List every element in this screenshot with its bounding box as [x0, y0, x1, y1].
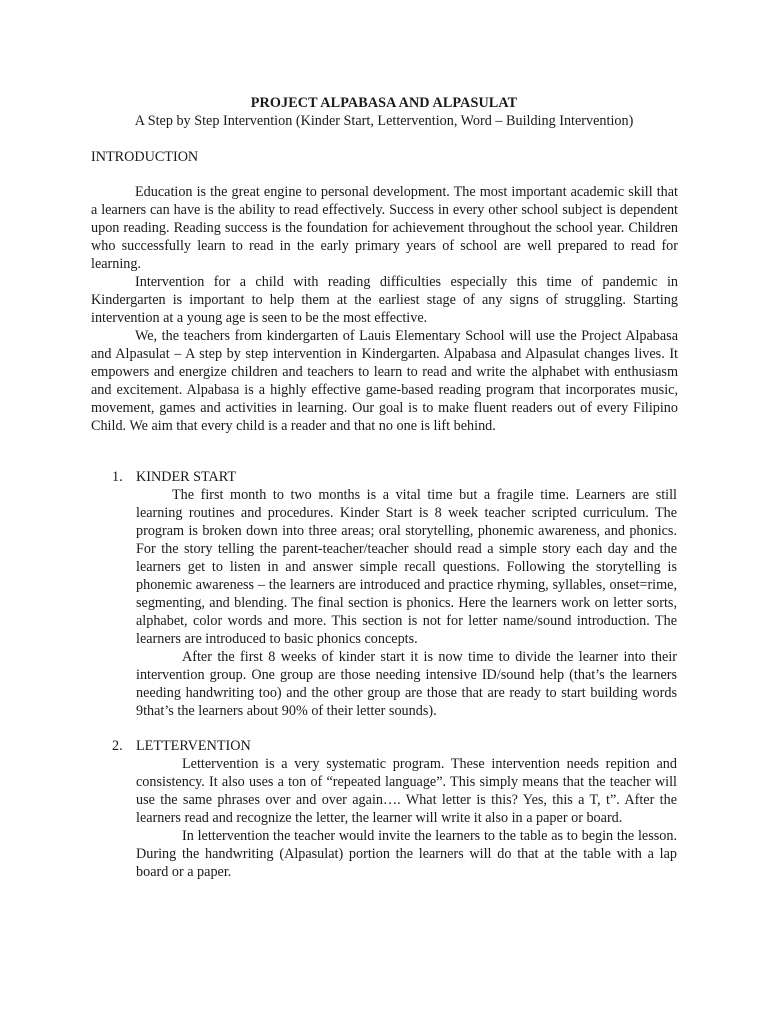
document-subtitle: A Step by Step Intervention (Kinder Start, Lettervention, Word – Building Intervention) [134, 113, 634, 129]
section-lettervention [112, 737, 677, 881]
intro-paragraph: Intervention for a child with reading difficulties especially this time of pandemic in Kindergarten is important to help them at the earliest stage of any signs of struggling. Starting intervention at a young age is seen to be the most effective. [91, 274, 678, 326]
section-heading [112, 737, 677, 755]
section-paragraph: Lettervention is a very systematic program. These intervention needs repition and consistency. It also uses a ton of “repeated language”. This simply means that the teacher will use the same phrases over and over again…. What letter is this? Yes, this a T, t”. After the learners read and recognize the letter, the learner will write it also in a paper or board. [136, 756, 677, 826]
section-paragraph: After the first 8 weeks of kinder start it is now time to divide the learner into their intervention group. One group are those needing intensive ID/sound help (that’s the learners needing handwriting too) and the other group are those that are ready to start building words 9that’s the learners about 90% of their letter sounds). [136, 649, 677, 719]
introduction-body [91, 183, 678, 435]
section-number: 2. [112, 738, 123, 754]
section-body [136, 755, 677, 881]
section-heading [112, 468, 677, 486]
section-paragraph: The first month to two months is a vital time but a fragile time. Learners are still learning routines and procedures. Kinder Start is 8 week teacher scripted curriculum. The program is broken down into three areas; oral storytelling, phonemic awareness, and phonics. For the story telling the parent-teacher/teacher should read a simple story each day and the learners get to listen in and answer simple recall questions. Following the storytelling is phonemic awareness – the learners are introduced and practice rhyming, syllables, onset=rime, segmenting, and blending. The final section is phonics. Here the learners work on letter sorts, alphabet, color words and more. This section is not for letter name/sound introduction. The learners are introduced to basic phonics concepts. [136, 487, 677, 647]
intro-paragraph: Education is the great engine to personal development. The most important academic skill that a learners can have is the ability to read effectively. Success in every other school subject is dependent upon reading. Reading success is the foundation for achievement throughout the school year. Children who successfully learn to read in the early primary years of school are well prepared to read for learning. [91, 184, 678, 272]
document-title: PROJECT ALPABASA AND ALPASULAT [250, 95, 518, 111]
section-paragraph: In lettervention the teacher would invite the learners to the table as to begin the lesson. During the handwriting (Alpasulat) portion the learners will do that at the table with a lap board or a paper. [136, 828, 677, 880]
section-kinder-start [112, 468, 677, 720]
section-body [136, 486, 677, 720]
intro-paragraph: We, the teachers from kindergarten of Lauis Elementary School will use the Project Alpabasa and Alpasulat – A step by step intervention in Kindergarten. Alpabasa and Alpasulat changes lives. It empowers and energize children and teachers to learn to read and write the alphabet with enthusiasm and excitement. Alpabasa is a highly effective game-based reading program that incorporates music, movement, games and activities in learning. Our goal is to make fluent readers out of every Filipino Child. We aim that every child is a reader and that no one is lift behind. [91, 328, 678, 434]
section-number: 1. [112, 469, 123, 485]
section-title: KINDER START [136, 469, 237, 485]
section-title: LETTERVENTION [136, 738, 251, 754]
introduction-heading: INTRODUCTION [91, 149, 199, 165]
